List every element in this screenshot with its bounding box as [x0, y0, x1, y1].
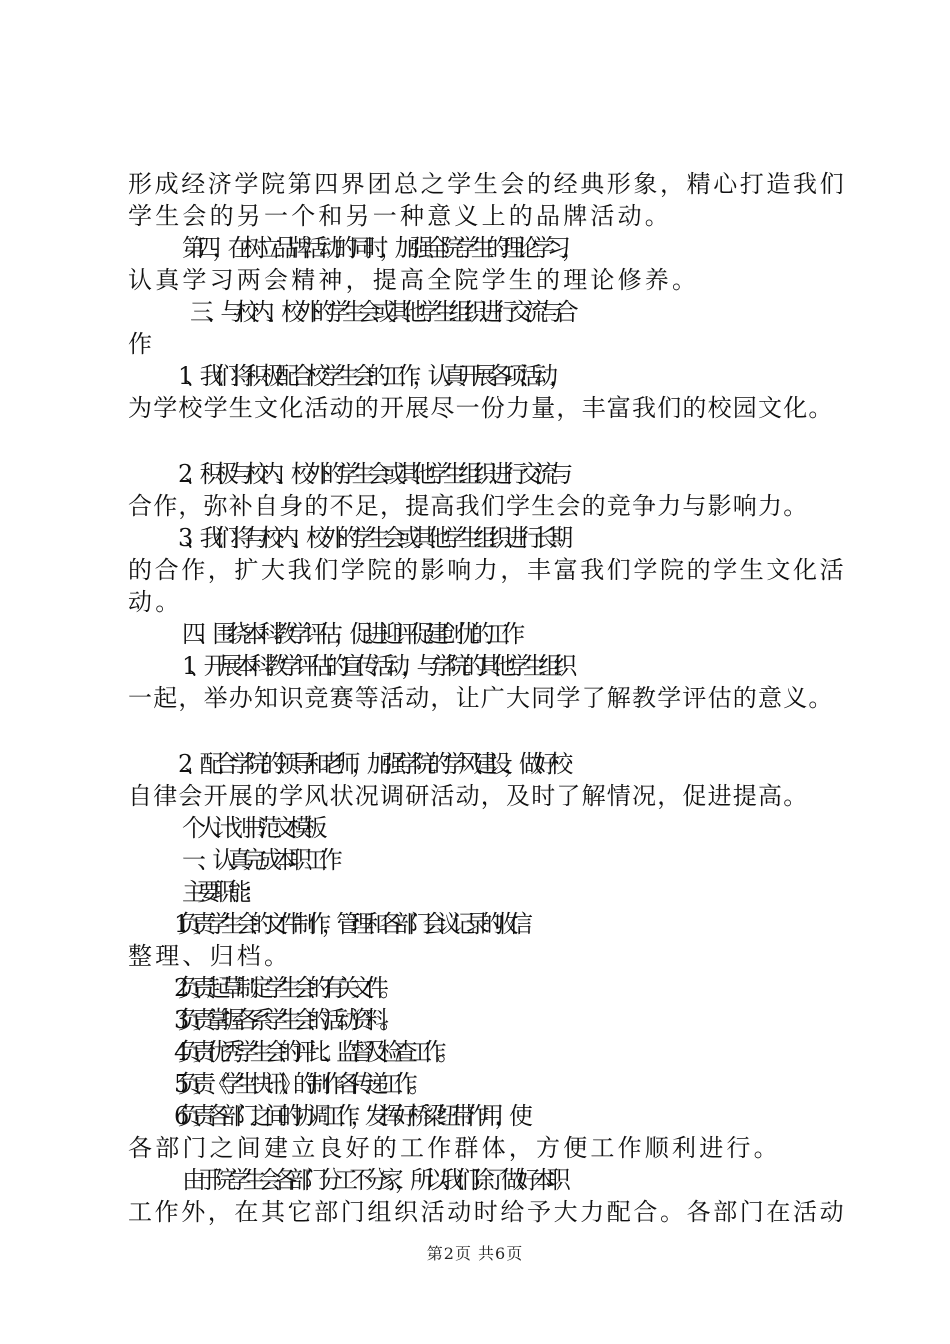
text-line: 作 [128, 330, 156, 358]
text-line: 主要职能： [182, 878, 258, 906]
list-item: 1.负责学生会的文件制作，管理和各部门会议记录的收信 [174, 910, 524, 938]
list-item: 3.负责掌握各系学生会的活动资料。 [174, 1006, 394, 1034]
text-line: 动。 [128, 588, 183, 616]
section-heading: 三、与校内、校外的学生会或其他学生组织进行交流与合 [190, 298, 570, 326]
text-line: 学生会的另一个和另一种意义上的品牌活动。 [128, 202, 672, 230]
blank-line [128, 424, 850, 458]
list-item: 2.负责起草制定学生会的有关文件。 [174, 974, 394, 1002]
text-line: 2、配合学院的领导和老师，加强学院的学风建设，做好校 [178, 750, 565, 778]
document-body [128, 168, 850, 1228]
text-line: 一起，举办知识竞赛等活动，让广大同学了解教学评估的意义。 [128, 684, 834, 712]
text-line: 整理、归档。 [128, 942, 292, 970]
section-heading: 个人计划书范文模板 [182, 814, 319, 842]
section-heading: 一、认真完成本职工作 [182, 846, 334, 874]
text-line: 3、我们将与校内、校外的学生会或其他学生组织进行长期 [178, 524, 565, 552]
text-line: 为学校学生文化活动的开展尽一份力量，丰富我们的校园文化。 [128, 394, 834, 422]
page-number-footer: 第2页 共6页 [426, 1244, 524, 1263]
blank-line [128, 714, 850, 748]
text-line: 工作外，在其它部门组织活动时给予大力配合。各部门在活动 [128, 1198, 847, 1226]
section-heading: 四、围绕本科教学评估，促进迎评促建创优的工作 [182, 620, 517, 648]
text-line: 1、开展本科教学评估的宣传活动，与学院的其他学生组织 [182, 652, 569, 680]
text-line: 的合作，扩大我们学院的影响力，丰富我们学院的学生文化活 [128, 556, 847, 584]
text-line: 2、积极与校内、校外的学生会或其他学生组织进行交流与 [178, 460, 565, 488]
text-line: 认真学习两会精神，提高全院学生的理论修养。 [128, 266, 700, 294]
text-line: 1、我们将积极配合校学生会的工作，认真开展各项活动， [178, 362, 565, 390]
text-line: 各部门之间建立良好的工作群体，方便工作顺利进行。 [128, 1134, 781, 1162]
list-item: 5.负责《学生快讯》的制作各传递工作。 [174, 1070, 423, 1098]
text-line: 形成经济学院第四界团总之学生会的经典形象，精心打造我们 [128, 170, 847, 198]
list-item: 4.负责优秀学生会的评比、监督及检查工作。 [174, 1038, 452, 1066]
text-line: 由于院学生会各部门分工不分家，所以我们除了做好本职 [182, 1166, 562, 1194]
text-line: 合作，弥补自身的不足，提高我们学生会的竞争力与影响力。 [128, 492, 809, 520]
text-line: 自律会开展的学风状况调研活动，及时了解情况，促进提高。 [128, 782, 809, 810]
text-line: 第四，在树立品牌活动的同时，加强全院学生的理论学习， [182, 234, 578, 262]
list-item: 6.负责各部门之间的协调工作，发挥好桥梁纽带作用，使 [174, 1102, 524, 1130]
